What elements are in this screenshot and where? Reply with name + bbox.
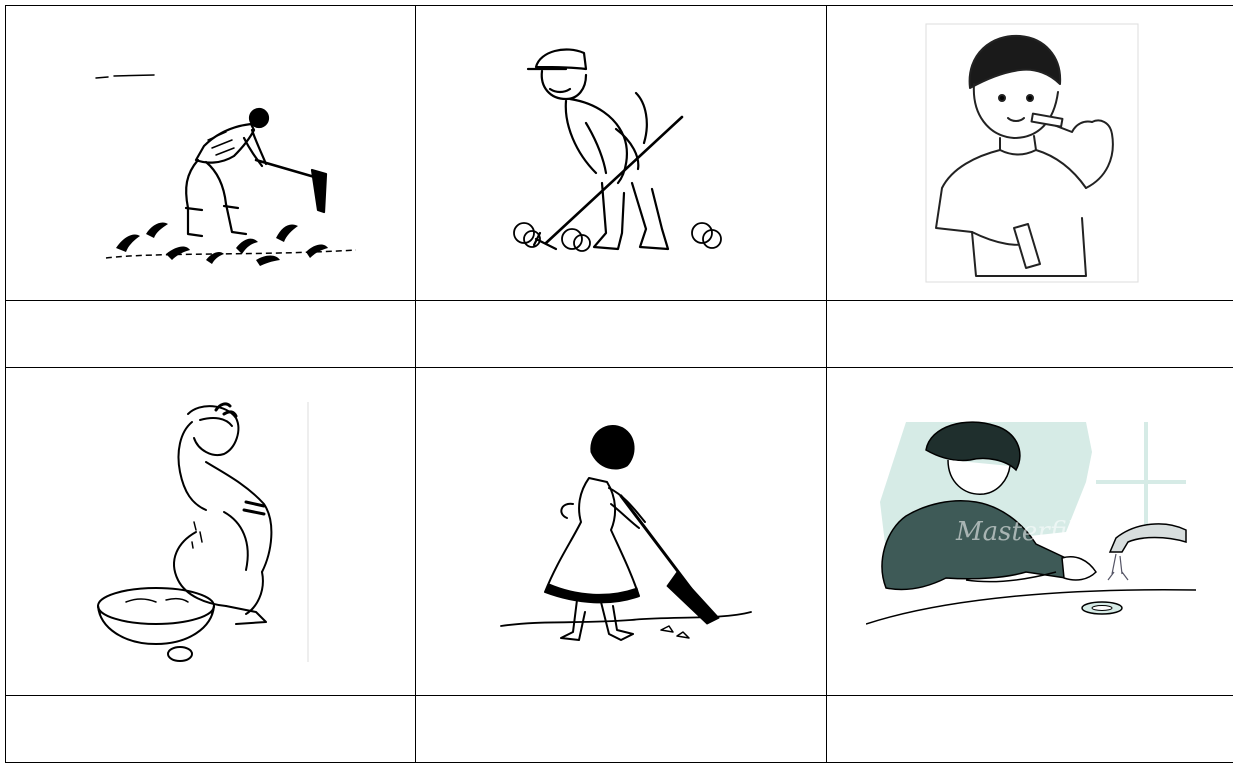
answer-text (827, 696, 1233, 762)
answer-text (6, 696, 415, 762)
picture-cell-brushing (826, 6, 1233, 301)
picture-cell-raking (416, 6, 826, 301)
answer-box-sweeping[interactable] (416, 696, 826, 763)
picture-cell-bathing (6, 368, 416, 696)
picture-cell-digging (6, 6, 416, 301)
activity-table (5, 5, 1233, 763)
boy-brushing-teeth-icon (916, 18, 1146, 288)
child-bathing-icon (96, 392, 326, 672)
answer-box-raking[interactable] (416, 301, 826, 368)
answer-row-2 (6, 696, 1233, 763)
boy-washing-hands-icon (866, 412, 1196, 652)
answer-box-washing[interactable] (826, 696, 1233, 763)
picture-cell-sweeping (416, 368, 826, 696)
answer-box-bathing[interactable] (6, 696, 416, 763)
answer-text (416, 696, 825, 762)
girl-sweeping-icon (481, 412, 761, 652)
answer-text (6, 301, 415, 367)
gardener-raking-icon (506, 33, 736, 273)
answer-text (416, 301, 825, 367)
answer-row-1 (6, 301, 1233, 368)
answer-box-brushing[interactable] (826, 301, 1233, 368)
picture-row-1 (6, 6, 1233, 301)
picture-row-2 (6, 368, 1233, 696)
answer-text (827, 301, 1233, 367)
picture-cell-washing (826, 368, 1233, 696)
answer-box-digging[interactable] (6, 301, 416, 368)
watermark-text: Masterfile (956, 516, 1092, 547)
man-digging-with-hoe-icon (56, 38, 366, 268)
